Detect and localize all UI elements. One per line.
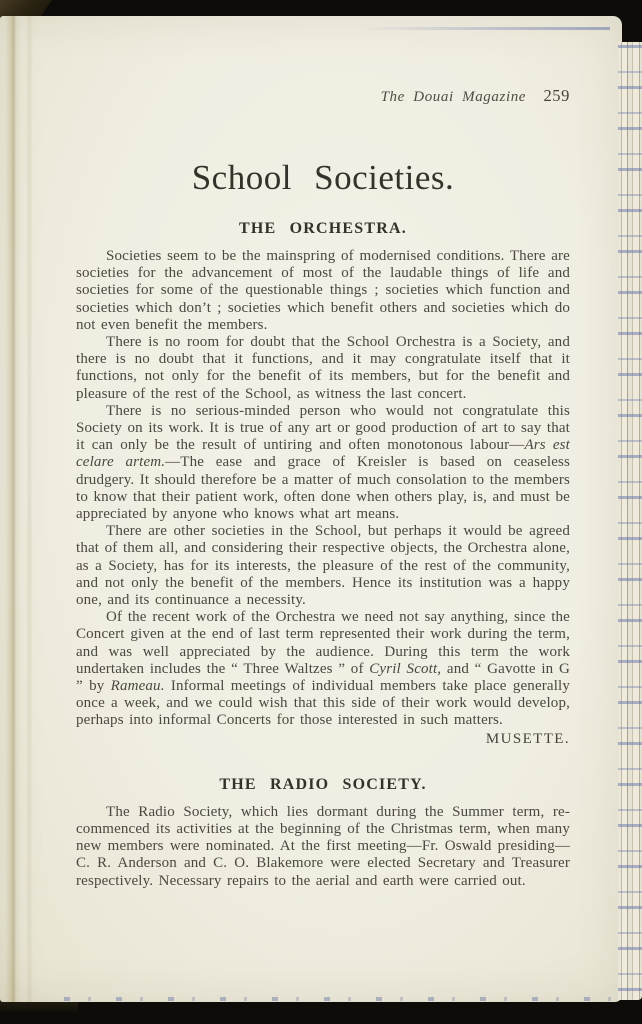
text-run: Of the recent work of the Orchestra we need not say anything, since the Concert given at the end of last term represented their work during the term, and was well appreciated by the audience. During this term the work undertaken includes the “ Three Waltzes ” of xyxy=(76,609,570,677)
radio-paragraph-1: The Radio Society, which lies dormant during the Summer term, re-commenced its activities at the beginning of the Christmas term, when many new members were nominated. At the first meeting—Fr. Oswald presiding—C. R. Anderson and C. O. Blakemore were elected Secretary and Treasurer respectively. Necessary repairs to the aerial and earth were carried out. xyxy=(76,803,570,889)
author-signature: MUSETTE. xyxy=(485,730,570,747)
running-header xyxy=(76,86,570,106)
marbled-fore-edge xyxy=(618,42,642,1000)
text-run: —The ease and grace of Kreisler is based on ceaseless drudgery. It should therefore be a matter of much consolation to the members to know that their patient work, often done when others play, is, and must be appreciated by anyone who knows what art means. xyxy=(76,454,570,523)
composer-name-italic: Cyril Scott, xyxy=(369,660,442,677)
text-run: There is no serious-minded person who would not congratulate this Society on its work. It is true of any art or good production of art to say that it can only be the result of untiring and often monotonous labour— xyxy=(76,402,570,454)
text-run: and “ Gavotte in G ” by xyxy=(76,660,570,695)
orchestra-paragraph-5 xyxy=(76,609,570,729)
top-page-edge-speckle xyxy=(360,27,610,30)
text-run: Informal meetings of individual members take place generally once a week, and we could wish that this side of their work would develop, perhaps into informal Concerts for those interested in such matters. xyxy=(76,678,570,729)
page-number: 259 xyxy=(543,86,570,105)
composer-name-italic: Rameau. xyxy=(110,678,165,695)
section-heading-orchestra: THE ORCHESTRA. xyxy=(239,220,407,237)
orchestra-paragraph-4: There are other societies in the School, but perhaps it would be agreed that of them all, and considering their respective objects, the Orchestra alone, as a Society, has for its interests, the pleasure of the rest of the community, and not only the benefit of the members. Hence its institution was a happy one, and its continuance a necessity. xyxy=(76,523,570,609)
magazine-title: The Douai Magazine xyxy=(380,89,527,105)
section-heading-radio: THE RADIO SOCIETY. xyxy=(219,775,427,793)
orchestra-paragraph-1: Societies seem to be the mainspring of modernised conditions. There are societies for the advancement of most of the laudable things of life and societies for some of the questionable things ; societies which function and societies which don’t ; societies which benefit others and societies which do not even benefit the members. xyxy=(76,248,570,333)
bottom-page-edge-speckle xyxy=(64,997,616,1001)
orchestra-paragraph-3 xyxy=(76,403,570,523)
latin-phrase-italic: Ars est celare artem. xyxy=(76,437,570,471)
scanned-page xyxy=(0,16,622,1002)
article-title: School Societies. xyxy=(191,158,455,197)
orchestra-paragraph-2: There is no room for doubt that the School Orchestra is a Society, and there is no doubt that it functions, and it may congratulate itself that it functions, not only for the benefit of its members, but for the benefit and pleasure of the rest of the School, as witness the last concert. xyxy=(76,334,570,402)
page-content xyxy=(0,16,622,890)
